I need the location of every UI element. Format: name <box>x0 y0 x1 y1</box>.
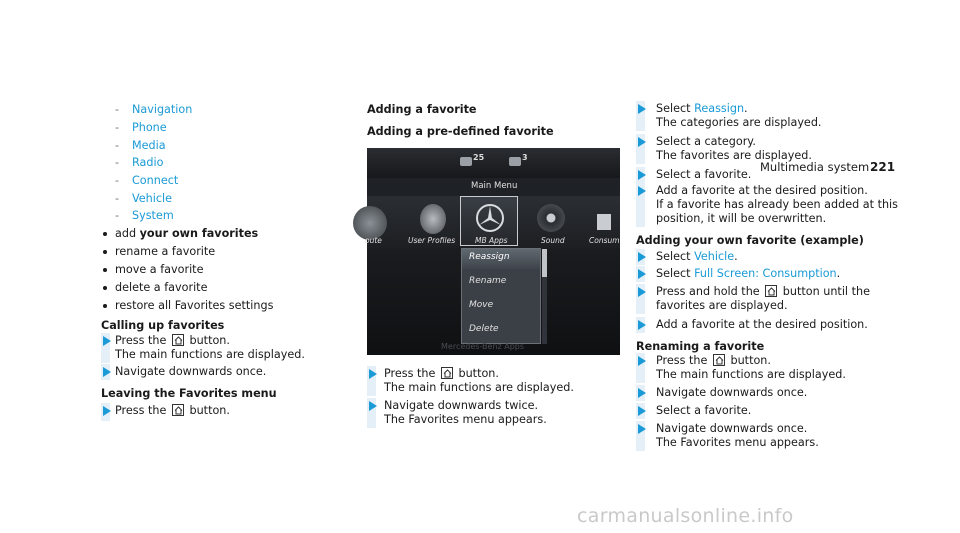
menu-item-rename[interactable]: Rename <box>469 276 507 286</box>
heading-renaming: Renaming a favorite <box>636 340 765 353</box>
step-text: Select <box>656 250 695 263</box>
step-text: . <box>744 102 748 115</box>
home-button-icon <box>172 404 184 416</box>
step-arrow-icon <box>638 424 646 434</box>
step-arrow-icon <box>638 137 646 147</box>
col3-step4-note2: position, it will be overwritten. <box>656 212 827 225</box>
sound-icon <box>537 204 565 232</box>
dash-item-phone[interactable]: Phone <box>132 121 167 134</box>
bullet-dot <box>103 232 107 236</box>
mercedes-star-icon <box>475 203 505 233</box>
mail-icon <box>509 157 521 166</box>
bullet-add <box>115 227 258 241</box>
heading-adding-predefined: Adding a pre-defined favorite <box>367 125 554 138</box>
bullet-delete: delete a favorite <box>115 281 208 294</box>
calling-step2: Navigate downwards once. <box>115 365 267 378</box>
step-text: button until the <box>782 285 870 298</box>
step-arrow-icon <box>638 356 646 366</box>
ren-step2: Navigate downwards once. <box>656 386 808 399</box>
bullet-dot <box>103 304 107 308</box>
reassign-link[interactable]: Reassign <box>694 102 745 115</box>
multimedia-screen-photo <box>367 148 620 355</box>
bullet-restore: restore all Favorites settings <box>115 299 274 312</box>
icon-label-user-profiles: User Profiles <box>408 236 456 245</box>
col3-step2: Select a category. <box>656 135 756 148</box>
step-text: Press the <box>115 404 167 417</box>
step-text: button. <box>458 367 499 380</box>
step-text: Press the <box>115 334 167 347</box>
heading-calling-up: Calling up favorites <box>101 319 225 332</box>
col3-step4: Add a favorite at the desired position. <box>656 184 868 197</box>
bullet-dot <box>103 268 107 272</box>
heading-leaving: Leaving the Favorites menu <box>101 387 277 400</box>
own-step3-result: favorites are displayed. <box>656 299 788 312</box>
screen-footer-label: Mercedes-Benz Apps <box>441 342 525 351</box>
ren-step4-result: The Favorites menu appears. <box>656 436 819 449</box>
step-text: . <box>734 250 738 263</box>
col3-step3: Select a favorite. <box>656 168 752 181</box>
add-prefix: add <box>115 227 140 240</box>
leaving-step1 <box>115 404 230 418</box>
step-text: Select <box>656 102 695 115</box>
full-screen-consumption-link[interactable]: Full Screen: Consumption <box>694 267 837 280</box>
home-button-icon <box>713 354 725 366</box>
own-step2 <box>656 267 840 281</box>
icon-label-route: oute <box>365 236 382 245</box>
dash-item-vehicle[interactable]: Vehicle <box>132 192 173 205</box>
step-arrow-icon <box>638 406 646 416</box>
badge-count: 25 <box>473 153 485 162</box>
menu-item-reassign[interactable]: Reassign <box>469 252 510 262</box>
col2-step2: Navigate downwards twice. <box>384 399 539 412</box>
dash-item-connect[interactable]: Connect <box>132 174 179 187</box>
badge-count: 3 <box>522 153 528 162</box>
ren-step3: Select a favorite. <box>656 404 752 417</box>
vehicle-link[interactable]: Vehicle <box>694 250 735 263</box>
screen-status-bar <box>367 148 620 178</box>
calling-step1 <box>115 334 230 348</box>
step-arrow-icon <box>638 104 646 114</box>
step-arrow-icon <box>103 406 111 416</box>
own-step4: Add a favorite at the desired position. <box>656 318 868 331</box>
calling-step1-result: The main functions are displayed. <box>115 348 305 361</box>
dash-item-media[interactable]: Media <box>132 139 166 152</box>
ren-step1 <box>656 354 771 368</box>
col2-step1 <box>384 367 499 381</box>
home-button-icon <box>172 334 184 346</box>
dash-item-radio[interactable]: Radio <box>132 156 164 169</box>
add-bold: your own favorites <box>139 227 259 240</box>
heading-adding-favorite: Adding a favorite <box>367 103 477 116</box>
own-step1 <box>656 250 738 264</box>
bullet-dot <box>103 250 107 254</box>
own-step3 <box>656 285 870 299</box>
dash-item-system[interactable]: System <box>132 209 174 222</box>
col3-step1 <box>656 102 748 116</box>
col3-step1-result: The categories are displayed. <box>656 116 822 129</box>
step-text: button. <box>189 404 230 417</box>
bullet-move: move a favorite <box>115 263 204 276</box>
step-arrow-icon <box>369 369 377 379</box>
heading-adding-own: Adding your own favorite (example) <box>636 234 864 247</box>
main-menu-title: Main Menu <box>471 181 518 191</box>
user-profiles-icon <box>420 204 446 234</box>
step-arrow-icon <box>103 367 111 377</box>
watermark: carmanualsonline.info <box>577 505 794 527</box>
menu-item-delete[interactable]: Delete <box>469 324 499 334</box>
step-text: . <box>836 267 841 280</box>
home-button-icon <box>765 285 777 297</box>
bullet-rename: rename a favorite <box>115 245 216 258</box>
icon-label-consumption: Consum <box>589 236 620 245</box>
step-text: Select <box>656 267 695 280</box>
step-text: Press the <box>656 354 708 367</box>
step-arrow-icon <box>103 336 111 346</box>
icon-label-sound: Sound <box>541 236 565 245</box>
consumption-icon <box>597 214 611 230</box>
dash-item-navigation[interactable]: Navigation <box>132 103 193 116</box>
step-arrow-icon <box>638 388 646 398</box>
page-header-title: Multimedia system <box>760 160 870 174</box>
step-text: Press and hold the <box>656 285 760 298</box>
step-arrow-icon <box>638 287 646 297</box>
icon-label-mb-apps: MB Apps <box>475 236 508 245</box>
step-arrow-icon <box>638 320 646 330</box>
step-arrow-icon <box>369 401 377 411</box>
col3-step4-note: If a favorite has already been added at this <box>656 198 898 211</box>
message-icon <box>460 157 472 166</box>
step-arrow-icon <box>638 186 646 196</box>
page-number: 221 <box>870 160 896 174</box>
step-text: button. <box>189 334 230 347</box>
ren-step4: Navigate downwards once. <box>656 422 808 435</box>
menu-scrollbar-thumb[interactable] <box>542 249 547 277</box>
step-arrow-icon <box>638 252 646 262</box>
step-text: button. <box>730 354 771 367</box>
step-arrow-icon <box>638 170 646 180</box>
home-button-icon <box>441 367 453 379</box>
step-text: Press the <box>384 367 436 380</box>
col2-step2-result: The Favorites menu appears. <box>384 413 547 426</box>
route-icon <box>353 206 387 240</box>
col2-step1-result: The main functions are displayed. <box>384 381 574 394</box>
ren-step1-result: The main functions are displayed. <box>656 368 846 381</box>
step-arrow-icon <box>638 269 646 279</box>
menu-item-move[interactable]: Move <box>469 300 494 310</box>
bullet-dot <box>103 286 107 290</box>
col3-step2-result: The favorites are displayed. <box>656 149 812 162</box>
